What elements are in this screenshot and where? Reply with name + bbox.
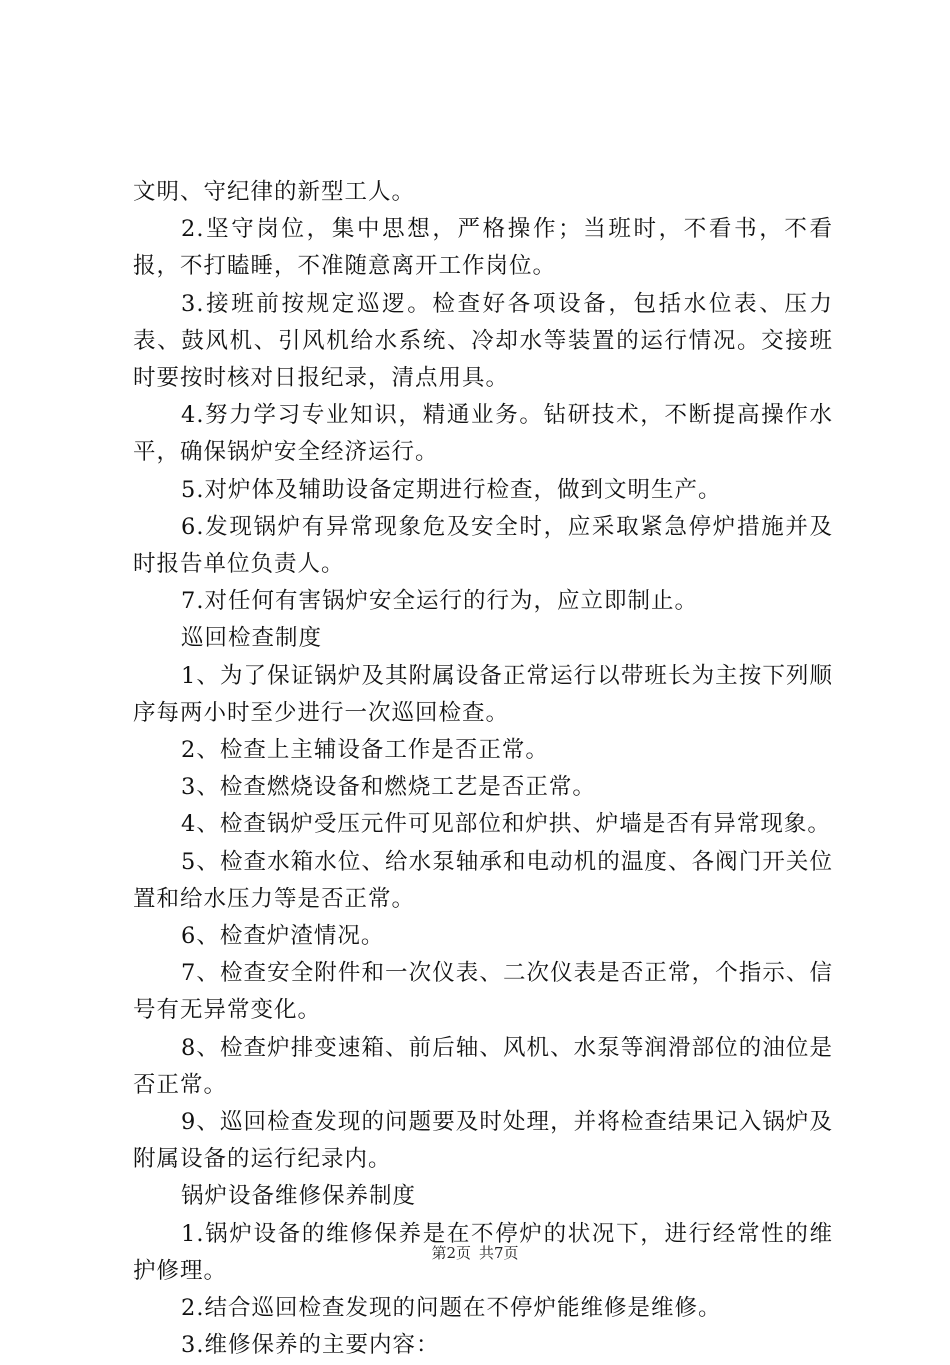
page-total: 共7页 [479,1244,519,1262]
paragraph: 9、巡回检查发现的问题要及时处理，并将检查结果记入锅炉及附属设备的运行纪录内。 [133,1109,833,1173]
paragraph: 3.接班前按规定巡逻。检查好各项设备，包括水位表、压力表、鼓风机、引风机给水系统、冷却水等装置的运行情况。交接班时要按时核对日报纪录，清点用具。 [133,290,833,392]
page-number: 第2页 [431,1244,471,1262]
paragraph: 3、检查燃烧设备和燃烧工艺是否正常。 [181,774,596,801]
paragraph: 5、检查水箱水位、给水泵轴承和电动机的温度、各阀门开关位置和给水压力等是否正常。 [133,848,833,912]
section-heading-patrol-inspection: 巡回检查制度 [181,625,323,652]
paragraph: 1、为了保证锅炉及其附属设备正常运行以带班长为主按下列顺序每两小时至少进行一次巡回检查。 [133,662,833,726]
paragraph: 4、检查锅炉受压元件可见部位和炉拱、炉墙是否有异常现象。 [181,811,831,838]
document-body [133,174,833,1365]
section-heading-maintenance: 锅炉设备维修保养制度 [181,1183,417,1210]
paragraph: 7.对任何有害锅炉安全运行的行为，应立即制止。 [181,588,698,615]
paragraph: 2.结合巡回检查发现的问题在不停炉能维修是维修。 [181,1295,722,1322]
paragraph: 5.对炉体及辅助设备定期进行检查，做到文明生产。 [181,476,722,503]
paragraph: 7、检查安全附件和一次仪表、二次仪表是否正常，个指示、信号有无异常变化。 [133,960,833,1024]
paragraph: 文明、守纪律的新型工人。 [133,179,416,205]
paragraph: 2.坚守岗位，集中思想，严格操作；当班时，不看书，不看报，不打瞌睡，不准随意离开工作岗位。 [133,216,833,280]
paragraph: 4.努力学习专业知识，精通业务。钻研技术，不断提高操作水平，确保锅炉安全经济运行。 [133,402,833,466]
paragraph: 8、检查炉排变速箱、前后轴、风机、水泵等润滑部位的油位是否正常。 [133,1034,833,1098]
paragraph: 2、检查上主辅设备工作是否正常。 [181,737,549,764]
paragraph: 3.维修保养的主要内容： [181,1332,440,1359]
page-footer [0,1243,950,1263]
paragraph: 6.发现锅炉有异常现象危及安全时，应采取紧急停炉措施并及时报告单位负责人。 [133,513,833,578]
paragraph: 1.锅炉设备的维修保养是在不停炉的状况下，进行经常性的维护修理。 [133,1220,833,1284]
paragraph: 6、检查炉渣情况。 [181,923,385,950]
